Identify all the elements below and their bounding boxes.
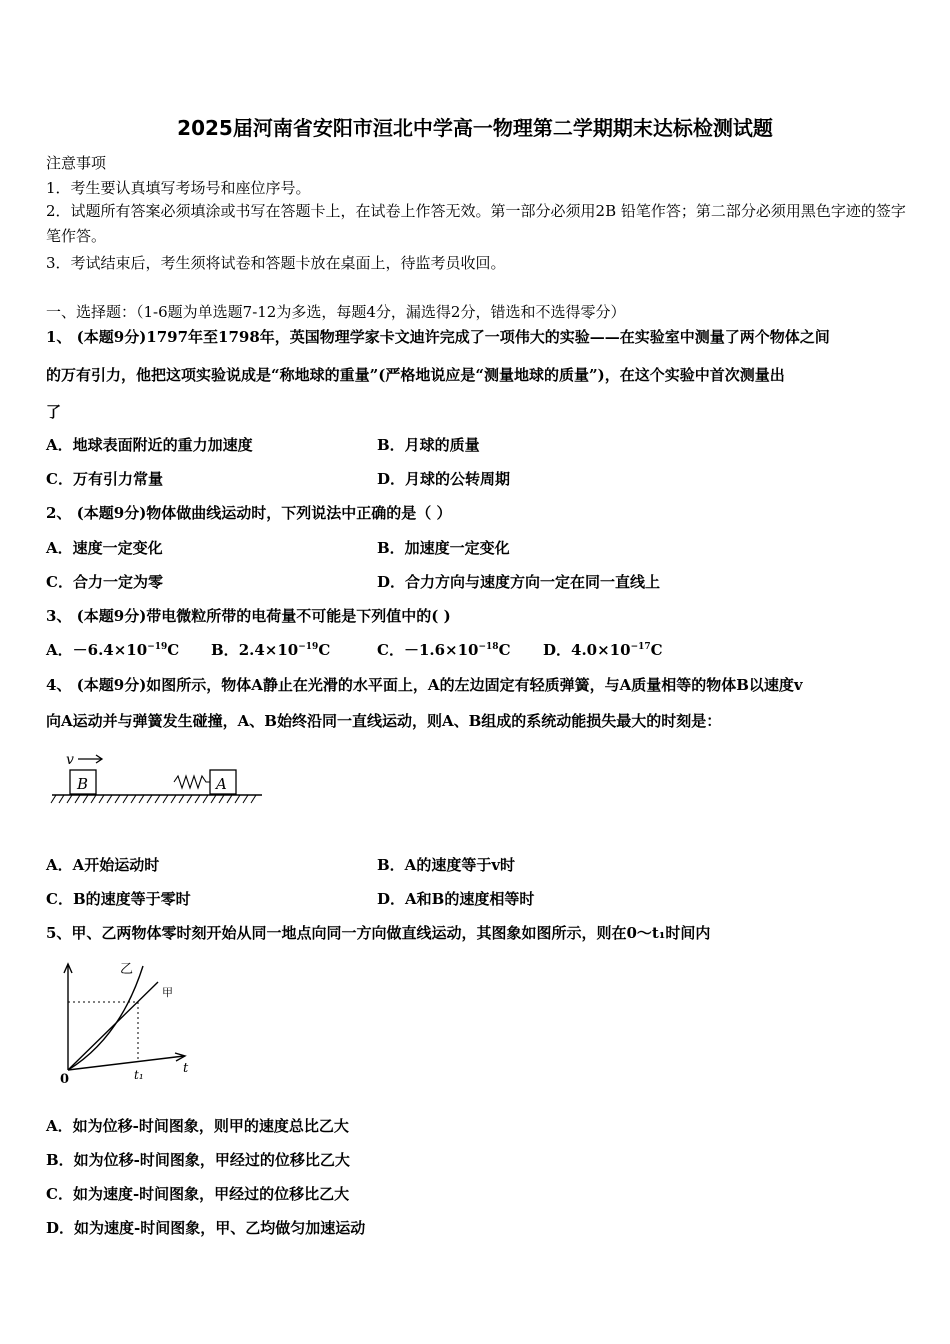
q5-label-origin: 0 <box>60 1072 70 1087</box>
q5-curve-jia <box>68 982 158 1070</box>
q3-stem: 3、 (本题9分)带电微粒所带的电荷量不可能是下列值中的( ) <box>46 607 451 625</box>
notice-item-1: 1．考生要认真填写考场号和座位序号。 <box>46 179 311 197</box>
q2-stem: 2、 (本题9分)物体做曲线运动时，下列说法中正确的是（ ） <box>46 504 452 522</box>
q1-option-d: D．月球的公转周期 <box>377 470 511 488</box>
q4-velocity-label: v <box>66 752 74 768</box>
q3-option-d: D．$4.0\times 10^{-17}C$ <box>543 641 663 659</box>
q5-option-c: C．如为速度-时间图象，甲经过的位移比乙大 <box>46 1185 350 1203</box>
q5-label-t: t <box>183 1061 189 1076</box>
q5-option-b: B．如为位移-时间图象，甲经过的位移比乙大 <box>46 1151 350 1169</box>
q4-ground-hatch <box>51 795 256 803</box>
q1-stem-line-2: 的万有引力，他把这项实验说成是“称地球的重量”(严格地说应是“测量地球的质量”)，在这个实验中首次测量出 <box>46 366 785 384</box>
q3-option-c: C．$-1.6\times 10^{-18}C$ <box>377 641 511 659</box>
q2-option-b: B．加速度一定变化 <box>377 539 510 557</box>
q4-option-a: A．A开始运动时 <box>46 856 160 874</box>
q5-option-d: D．如为速度-时间图象，甲、乙均做匀加速运动 <box>46 1219 366 1237</box>
q4-stem-line-2: 向A运动并与弹簧发生碰撞，A、B始终沿同一直线运动，则A、B组成的系统动能损失最大的时刻是： <box>46 712 722 730</box>
q1-option-b: B．月球的质量 <box>377 436 480 454</box>
q4-stem-line-1: 4、 (本题9分)如图所示，物体A静止在光滑的水平面上，A的左边固定有轻质弹簧，与A质量相等的物体B以速度v <box>46 676 803 694</box>
q2-option-c: C．合力一定为零 <box>46 573 163 591</box>
q3-option-a: A．$-6.4\times 10^{-19}C$ <box>46 641 180 659</box>
q4-spring <box>174 776 210 788</box>
q5-label-jia: 甲 <box>162 986 173 999</box>
q3-option-b: B．$2.4\times 10^{-19}C$ <box>211 641 331 659</box>
q5-motion-graph <box>52 956 202 1088</box>
q5-curve-yi <box>68 966 143 1070</box>
q1-stem-line-1: 1、 (本题9分)1797年至1798年，英国物理学家卡文迪许完成了一项伟大的实验——在实验室中测量了两个物体之间 <box>46 328 830 346</box>
q5-label-yi: 乙 <box>120 962 134 977</box>
notice-item-3: 3．考试结束后，考生须将试卷和答题卡放在桌面上，待监考员收回。 <box>46 254 506 272</box>
q4-option-d: D．A和B的速度相等时 <box>377 890 535 908</box>
notice-item-2: 2．试题所有答案必须填涂或书写在答题卡上，在试卷上作答无效。第一部分必须用2B 铅笔作答；第二部分必须用黑色字迹的签字笔作答。 <box>46 202 906 245</box>
q4-block-a-label: A <box>216 775 227 793</box>
q4-spring-figure <box>48 748 268 810</box>
q4-option-b: B．A的速度等于v时 <box>377 856 516 874</box>
q1-option-c: C．万有引力常量 <box>46 470 163 488</box>
q2-option-d: D．合力方向与速度方向一定在同一直线上 <box>377 573 661 591</box>
section-heading: 一、选择题：（1-6题为单选题7-12为多选，每题4分，漏选得2分，错选和不选得零分） <box>46 303 626 321</box>
q4-block-b-label: B <box>77 775 89 793</box>
exam-title: 2025届河南省安阳市洹北中学高一物理第二学期期末达标检测试题 <box>177 116 773 140</box>
q5-label-t1: t₁ <box>134 1068 144 1082</box>
q4-option-c: C．B的速度等于零时 <box>46 890 191 908</box>
q5-option-a: A．如为位移-时间图象，则甲的速度总比乙大 <box>46 1117 349 1135</box>
q5-stem: 5、甲、乙两物体零时刻开始从同一地点向同一方向做直线运动，其图象如图所示，则在0～t₁时间内 <box>46 924 711 942</box>
notice-heading: 注意事项 <box>46 154 107 172</box>
q1-option-a: A．地球表面附近的重力加速度 <box>46 436 253 454</box>
q1-stem-line-3: 了 <box>46 403 62 421</box>
q2-option-a: A．速度一定变化 <box>46 539 163 557</box>
